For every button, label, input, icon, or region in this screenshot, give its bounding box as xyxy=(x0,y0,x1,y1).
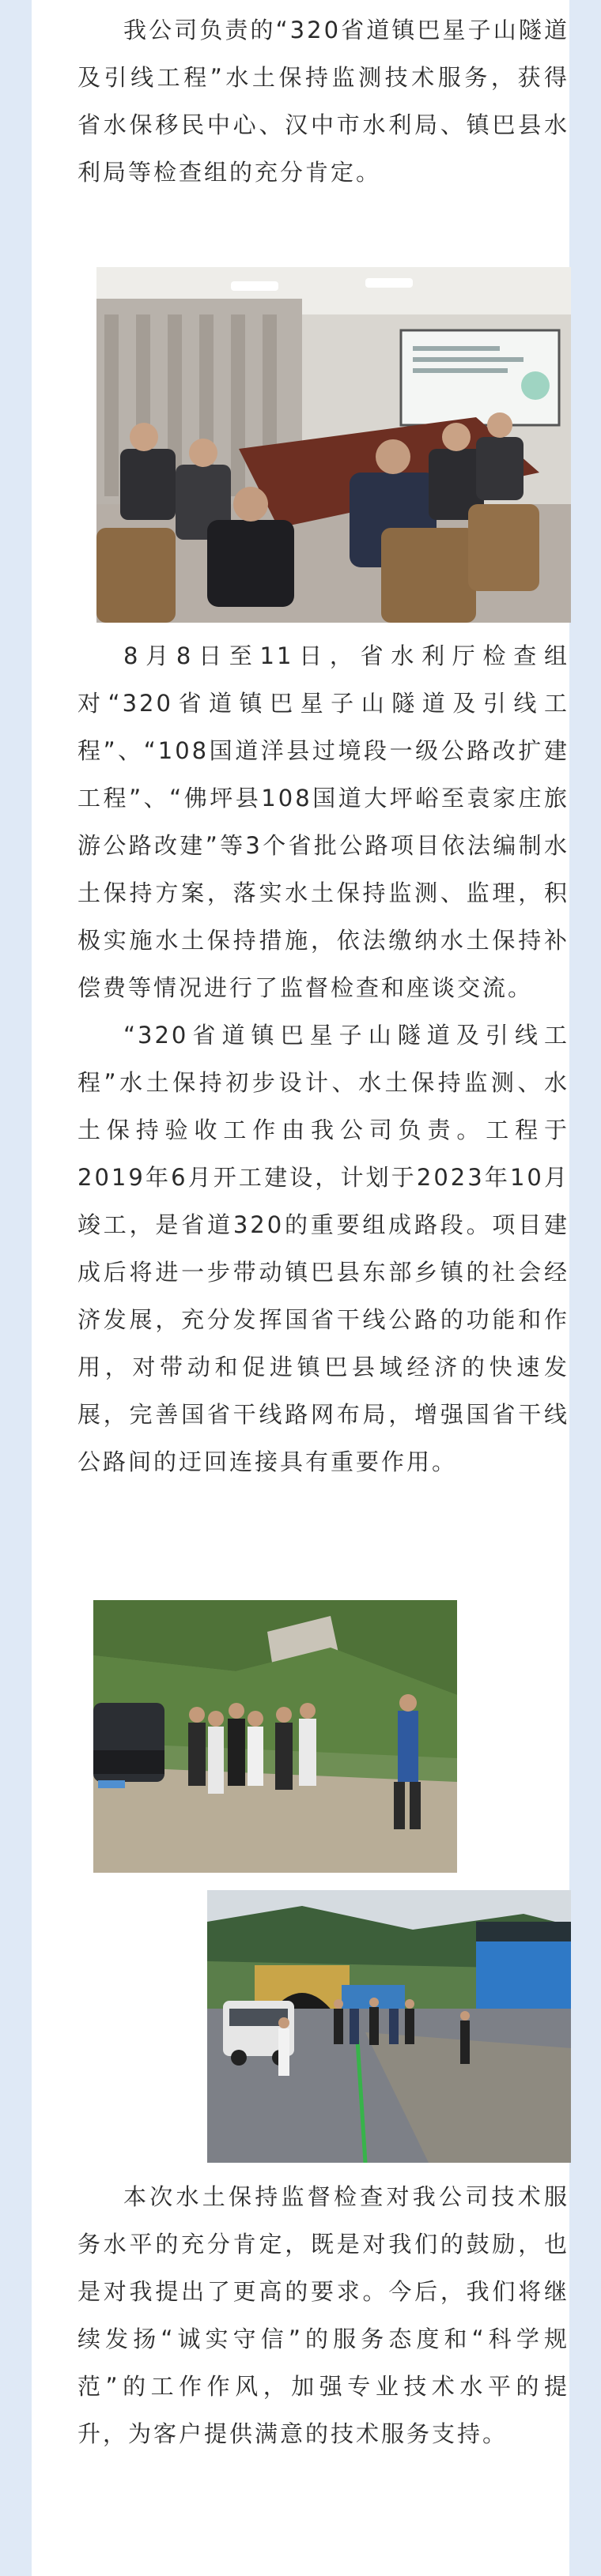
paragraph-project: “320省道镇巴星子山隧道及引线工程”水土保持初步设计、水土保持监测、水土保持验收工作由我公司负责。工程于2019年6月开工建设，计划于2023年10月竣工，是省道320的重要组成路段。项目建成后将进一步带动镇巴县东部乡镇的社会经济发展，充分发挥国省干线公路的功能和作用，对带动和促进镇巴县域经济的快速发展，完善国省干线路网布局，增强国省干线公路间的迂回连接具有重要作用。 xyxy=(77,1022,569,1475)
paragraph-intro: 我公司负责的“320省道镇巴星子山隧道及引线工程”水土保持监测技术服务，获得省水保移民中心、汉中市水利局、镇巴县水利局等检查组的充分肯定。 xyxy=(77,17,569,186)
article-content xyxy=(32,0,569,2576)
site-inspection-photo xyxy=(93,1600,457,1873)
tunnel-entrance-photo xyxy=(207,1890,571,2163)
paragraph-inspection: 8月8日至11日，省水利厅检查组对“320省道镇巴星子山隧道及引线工程”、“108国道洋县过境段一级公路改扩建工程”、“佛坪县108国道大坪峪至袁家庄旅游公路改建”等3个省批公路项目依法编制水土保持方案，落实水土保持监测、监理，积极实施水土保持措施，依法缴纳水土保持补偿费等情况进行了监督检查和座谈交流。 xyxy=(77,642,569,1001)
paragraph-conclusion: 本次水土保持监督检查对我公司技术服务水平的充分肯定，既是对我们的鼓励，也是对我提出了更高的要求。今后，我们将继续发扬“诚实守信”的服务态度和“科学规范”的工作作风，加强专业技术水平的提升，为客户提供满意的技术服务支持。 xyxy=(77,2183,569,2447)
meeting-photo xyxy=(96,267,571,623)
